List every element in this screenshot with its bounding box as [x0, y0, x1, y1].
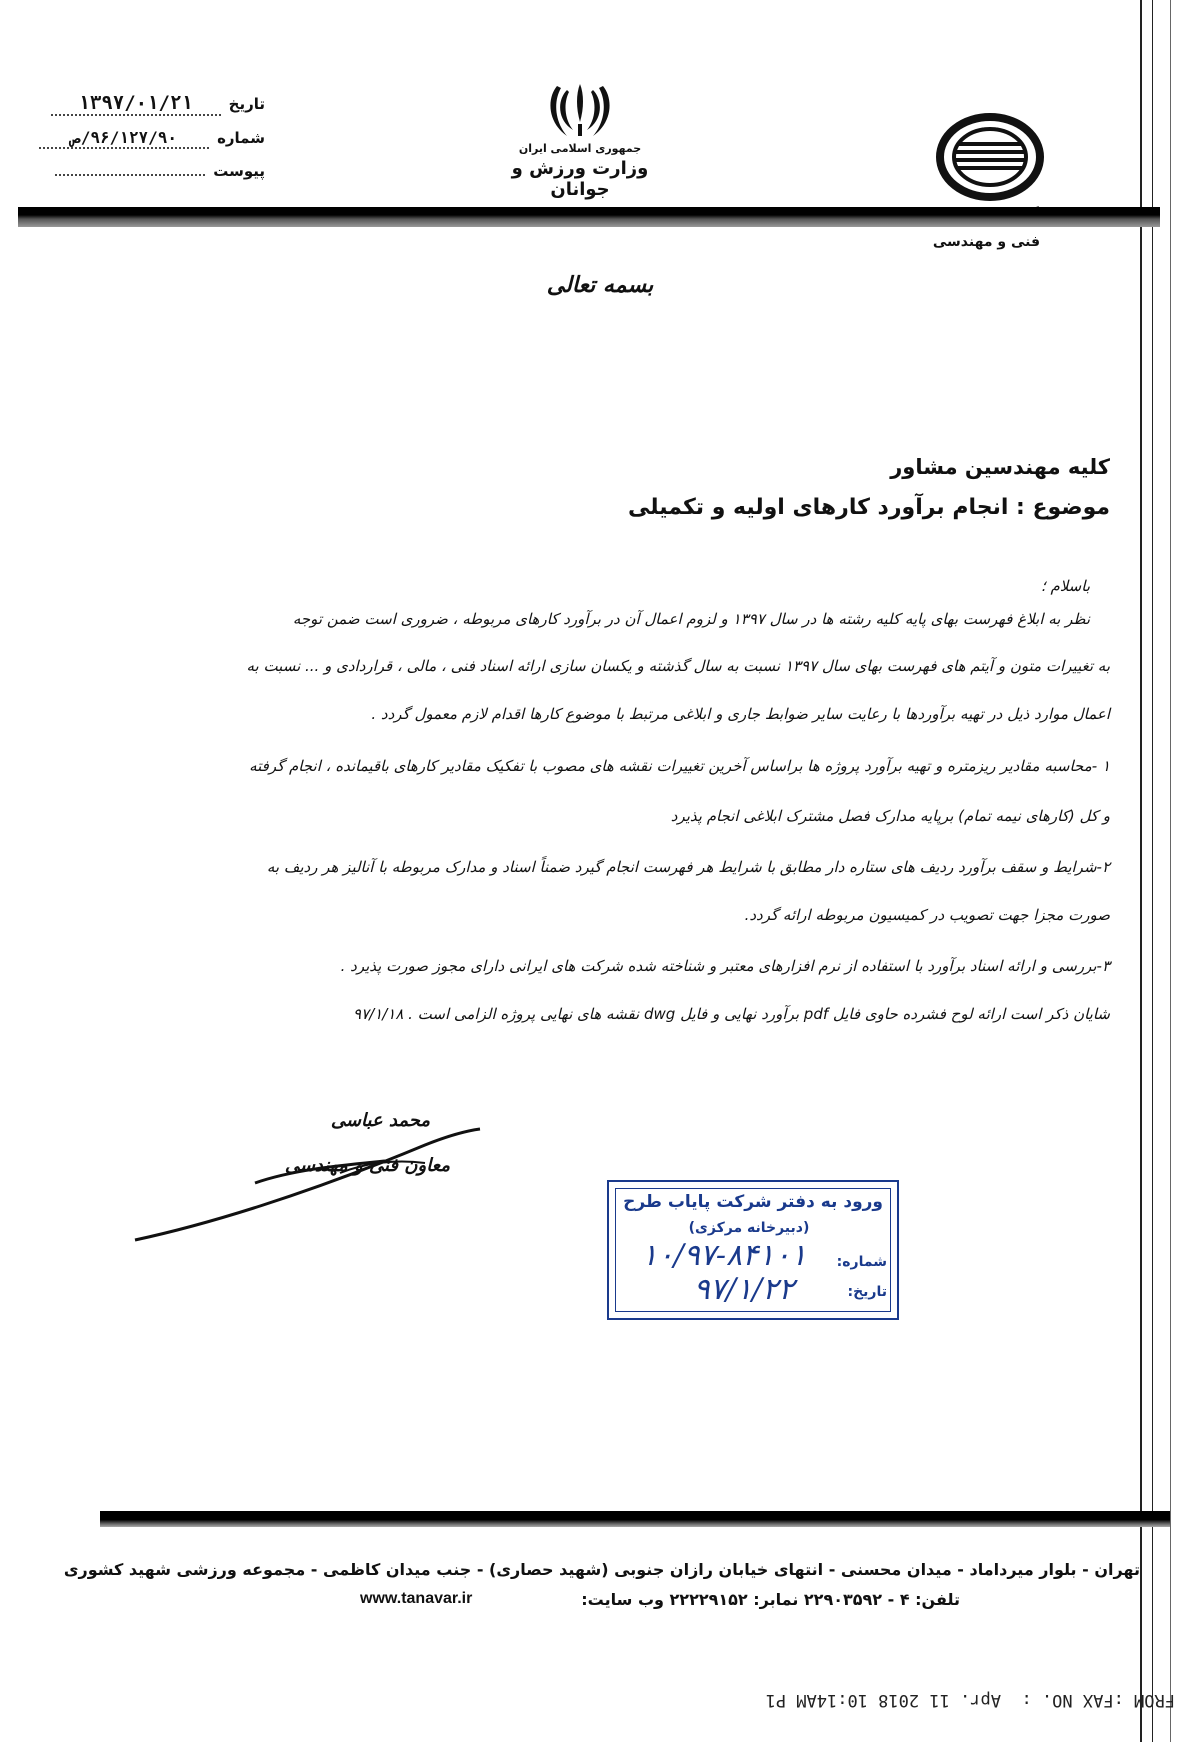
signer-title: معاون فنی و مهندسی [284, 1155, 450, 1176]
stamp-date-value: ۹۷/۱/۲۲ [693, 1272, 795, 1307]
attachment-value [55, 162, 205, 176]
footer-website: www.tanavar.ir [360, 1590, 473, 1607]
body-line: و کل (کارهای نیمه تمام) برپایه مدارک فصل مشترک ابلاغی انجام پذیرد [670, 807, 1110, 825]
body-line: نظر به ابلاغ فهرست بهای پایه کلیه رشته ها در سال ۱۳۹۷ و لزوم اعمال آن در برآورد کارهای مربوطه ، ضروری است ضمن توجه [292, 610, 1090, 628]
fax-header: FROM :FAX NO. : Apr. 11 2018 10:14AM P1 [765, 1690, 1175, 1710]
body-line: ۱ -محاسبه مقادیر ریزمتره و تهیه برآورد پروژه ها براساس آخرین تغییرات نقشه های مصوب با تفکیک مقادیر کارهای باقیمانده ، انجام گرفته [249, 757, 1110, 775]
ministry-line2: وزارت ورزش و جوانان [511, 158, 649, 200]
body-line: شایان ذکر است ارائه لوح فشرده حاوی فایل pdf برآورد نهایی و فایل dwg نقشه های نهایی پروژه الزامی است . ۹۷/۱/۱۸ [352, 1005, 1110, 1023]
stamp-date-label: تاریخ: [847, 1284, 887, 1300]
handwritten-signature-icon [125, 1125, 505, 1245]
ministry-block [480, 80, 680, 200]
header-divider [18, 207, 1160, 227]
body-line: صورت مجزا جهت تصویب در کمیسیون مربوطه ارائه گردد. [744, 906, 1110, 924]
stamp-title: ورود به دفتر شرکت پایاب طرح [623, 1192, 883, 1212]
date-label: تاریخ [228, 95, 265, 113]
addressee: کلیه مهندسین مشاور [890, 455, 1110, 479]
margin-line [1140, 0, 1142, 1742]
number-label: شماره [217, 129, 265, 147]
entry-stamp [607, 1180, 899, 1320]
footer-contact [360, 1590, 960, 1614]
body-line: اعمال موارد ذیل در تهیه برآوردها با رعایت سایر ضوابط جاری و ابلاغی مرتبط با موضوع کارها اقدام لازم معمول گردد . [371, 705, 1110, 723]
company-block [840, 112, 1140, 262]
basmala: بسمه تعالی [546, 272, 654, 298]
margin-line [1152, 0, 1153, 1742]
stamp-number-value: ۱۰/۹۷-۸۴۱۰۱ [641, 1238, 807, 1273]
body-line: ۳-بررسی و ارائه اسناد برآورد با استفاده از نرم افزارهای معتبر و شناخته شده شرکت های ایرانی دارای مجوز صورت پذیرد . [340, 957, 1110, 975]
signer-name: محمد عباسی [330, 1110, 430, 1131]
company-line2: فنی و مهندسی [932, 234, 1040, 250]
date-value: ۱۳۹۷/۰۱/۲۱ [51, 92, 221, 116]
attachment-label: پیوست [213, 162, 265, 180]
stamp-number-label: شماره: [836, 1254, 887, 1270]
footer-address: تهران - بلوار میرداماد - میدان محسنی - انتهای خیابان رازان جنوبی (شهید حصاری) - جنب میدان کاظمی - مجموعه ورزشی شهید کشوری [63, 1560, 1140, 1579]
body-line: ۲-شرایط و سقف برآورد ردیف های ستاره دار مطابق با شرایط هر فهرست انجام گیرد ضمناً اسناد و مدارک مربوطه با آنالیز هر ردیف به [266, 858, 1110, 876]
number-value: ۹۶/۱۲۷/۹۰/ص [39, 128, 209, 149]
greeting: باسلام ؛ [1040, 577, 1090, 595]
stamp-subtitle: (دبیرخانه مرکزی) [688, 1220, 810, 1236]
subject: موضوع : انجام برآورد کارهای اولیه و تکمیلی [628, 495, 1110, 520]
margin-line [1170, 0, 1171, 1742]
body-line: به تغییرات متون و آیتم های فهرست بهای سال ۱۳۹۷ نسبت به سال گذشته و یکسان سازی ارائه اسناد فنی ، مالی ، قراردادی و ... نسبت به [246, 657, 1110, 675]
ministry-line1: جمهوری اسلامی ایران [518, 142, 642, 155]
footer-phone: تلفن: ۴ - ۲۲۹۰۳۵۹۲ نمابر: ۲۲۲۲۹۱۵۲ وب سایت: [581, 1590, 960, 1609]
footer-divider [100, 1511, 1170, 1527]
company-logo-icon [935, 112, 1045, 202]
header-meta [30, 92, 265, 187]
iran-emblem-icon [545, 80, 615, 140]
